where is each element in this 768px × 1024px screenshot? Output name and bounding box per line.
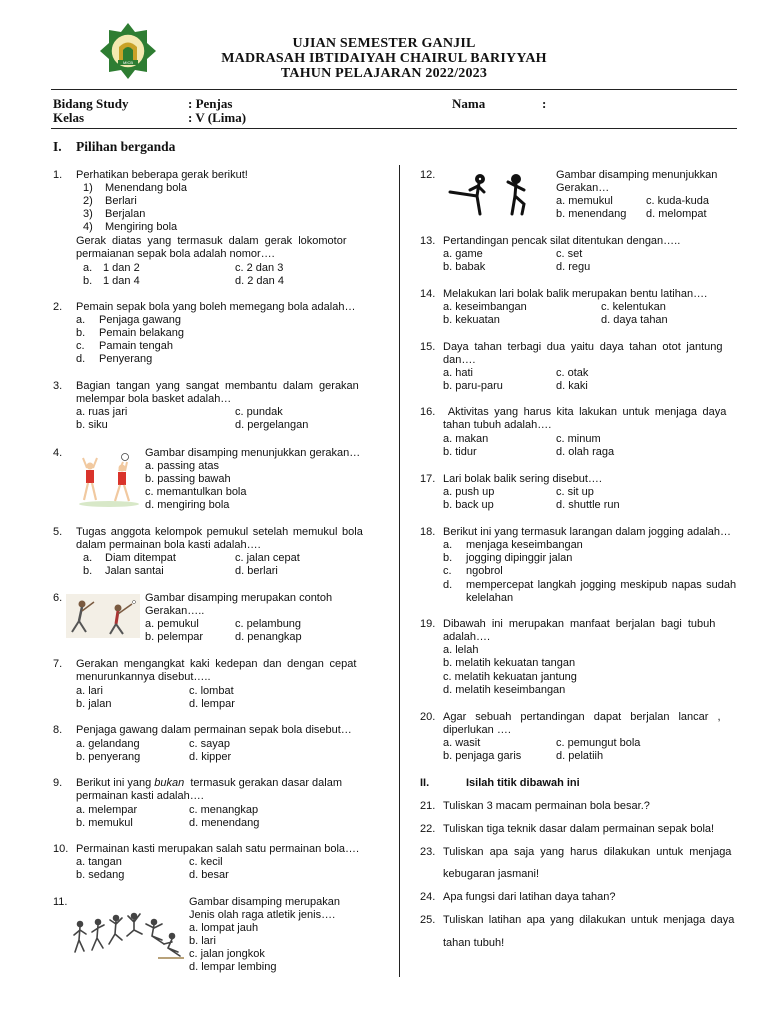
question-number: 6. bbox=[53, 592, 63, 604]
option-a: menjaga keseimbangan bbox=[466, 539, 583, 551]
question-text: Apa fungsi dari latihan daya tahan? bbox=[443, 891, 616, 903]
question-number: 5. bbox=[53, 526, 63, 538]
question-text: Berikut ini yang bukan termasuk gerakan dasar dalam bbox=[76, 777, 342, 789]
question-text: Gambar disamping menunjukkan gerakan… bbox=[145, 447, 361, 459]
question-text: Bagian tangan yang sangat membantu dalam gerakan bbox=[76, 380, 359, 392]
question-text: Gerakan….. bbox=[145, 605, 205, 617]
exam-header bbox=[0, 0, 768, 90]
option-d: d. penangkap bbox=[235, 631, 302, 643]
option-b: b. sedang bbox=[76, 869, 125, 881]
option-a: a. lari bbox=[76, 685, 103, 697]
option-c: c. sayap bbox=[189, 738, 230, 750]
list-item-number: 4) bbox=[83, 221, 93, 233]
academic-year: TAHUN PELAJARAN 2022/2023 bbox=[280, 66, 488, 81]
option-a: a. keseimbangan bbox=[443, 301, 527, 313]
question-text: Daya tahan terbagi dua yaitu daya tahan otot jantung bbox=[443, 341, 723, 353]
option-a: a. game bbox=[443, 248, 483, 260]
list-item-number: 1) bbox=[83, 182, 93, 194]
option-a: a. hati bbox=[443, 367, 473, 379]
question-text: Tuliskan tiga teknik dasar dalam permainan sepak bola! bbox=[443, 823, 715, 835]
question-number: 19. bbox=[420, 618, 436, 630]
option-letter: a. bbox=[76, 314, 86, 326]
option-letter: b. bbox=[83, 565, 93, 577]
option-a: a. wasit bbox=[443, 737, 481, 749]
question-text: Pemain sepak bola yang boleh memegang bola adalah… bbox=[76, 301, 356, 313]
class-label: Kelas bbox=[53, 110, 85, 125]
option-d: d. 2 dan 4 bbox=[235, 275, 284, 287]
option-b: b. back up bbox=[443, 499, 494, 511]
option-a: Diam ditempat bbox=[105, 552, 176, 564]
option-c: c. kuda-kuda bbox=[646, 195, 709, 207]
option-d-continued: kelelahan bbox=[466, 592, 514, 604]
question-text: Gerak diatas yang termasuk dalam gerak lokomotor bbox=[76, 235, 347, 247]
list-item-number: 2) bbox=[83, 195, 93, 207]
question-number: 13. bbox=[420, 235, 436, 247]
question-number: 12. bbox=[420, 169, 436, 181]
option-letter: d. bbox=[443, 579, 453, 591]
option-letter: b. bbox=[83, 275, 93, 287]
volleyball-players-illustration bbox=[78, 452, 140, 508]
question-text: Agar sebuah pertandingan dapat berjalan lancar , bbox=[443, 711, 721, 723]
subject-label: Bidang Study bbox=[53, 96, 129, 111]
option-b: b. menendang bbox=[556, 208, 627, 220]
option-c: c. sit up bbox=[556, 486, 594, 498]
option-d: d. pelatiih bbox=[556, 750, 604, 762]
option-letter: d. bbox=[76, 353, 86, 365]
option-b: b. siku bbox=[76, 419, 108, 431]
option-b: b. penjaga garis bbox=[443, 750, 522, 762]
option-c: c. pelambung bbox=[235, 618, 302, 630]
option-c: c. jalan cepat bbox=[235, 552, 300, 564]
question-number: 23. bbox=[420, 846, 436, 858]
question-number: 4. bbox=[53, 447, 63, 459]
option-d: d. menendang bbox=[189, 817, 260, 829]
option-a: a. passing atas bbox=[145, 460, 219, 472]
question-number: 2. bbox=[53, 301, 63, 313]
option-d: d. olah raga bbox=[556, 446, 615, 458]
question-text: Tuliskan 3 macam permainan bola besar.? bbox=[443, 800, 650, 812]
school-name: MADRASAH IBTIDAIYAH CHAIRUL BARIYYAH bbox=[221, 51, 547, 66]
question-number: 11. bbox=[53, 896, 68, 908]
question-number: 3. bbox=[53, 380, 63, 392]
question-number: 21. bbox=[420, 800, 436, 812]
option-c: c. melatih kekuatan jantung bbox=[443, 671, 577, 683]
option-a: Penjaga gawang bbox=[99, 314, 181, 326]
question-number: 7. bbox=[53, 658, 63, 670]
option-c: c. otak bbox=[556, 367, 589, 379]
option-c: ngobrol bbox=[466, 565, 503, 577]
question-number: 24. bbox=[420, 891, 436, 903]
question-text-continued: kebugaran jasmani! bbox=[443, 868, 540, 880]
option-d: d. besar bbox=[189, 869, 229, 881]
list-item: Menendang bola bbox=[105, 182, 187, 194]
question-number: 10. bbox=[53, 843, 69, 855]
option-d: d. kaki bbox=[556, 380, 588, 392]
option-a: a. memukul bbox=[556, 195, 613, 207]
question-text: Gambar disamping menunjukkan bbox=[556, 169, 718, 181]
long-jump-sequence-illustration bbox=[72, 910, 184, 960]
option-c: c. minum bbox=[556, 433, 601, 445]
question-text: menurunkannya disebut….. bbox=[76, 671, 211, 683]
meta-rule bbox=[51, 128, 737, 129]
baseball-batter-illustration bbox=[66, 594, 140, 638]
option-a: a. tangan bbox=[76, 856, 122, 868]
option-c: c. jalan jongkok bbox=[189, 948, 265, 960]
option-b: b. memukul bbox=[76, 817, 133, 829]
option-letter: b. bbox=[76, 327, 86, 339]
question-text: Perhatikan beberapa gerak berikut! bbox=[76, 169, 248, 181]
option-b: b. passing bawah bbox=[145, 473, 231, 485]
question-text: tahan tubuh adalah…. bbox=[443, 419, 552, 431]
question-text: permainan kasti adalah…. bbox=[76, 790, 204, 802]
exam-title: UJIAN SEMESTER GANJIL bbox=[292, 36, 476, 51]
question-text: Melakukan lari bolak balik merupakan bentu latihan…. bbox=[443, 288, 708, 300]
question-text: dalam permainan bola kasti adalah…. bbox=[76, 539, 261, 551]
header-rule bbox=[51, 89, 737, 90]
section-2-title: Isilah titik dibawah ini bbox=[466, 777, 580, 789]
option-c: Pamain tengah bbox=[99, 340, 173, 352]
option-d: d. lempar lembing bbox=[189, 961, 277, 973]
question-number: 25. bbox=[420, 914, 436, 926]
option-a: a. gelandang bbox=[76, 738, 140, 750]
option-b: b. babak bbox=[443, 261, 486, 273]
question-number: 16. bbox=[420, 406, 436, 418]
question-text: Dibawah ini merupakan manfaat berjalan bagi tubuh bbox=[443, 618, 716, 630]
option-letter: a. bbox=[83, 262, 93, 274]
emphasis: bukan bbox=[154, 777, 185, 789]
name-colon: : bbox=[542, 96, 547, 111]
option-letter: a. bbox=[443, 539, 453, 551]
section-1-title: Pilihan berganda bbox=[76, 139, 176, 154]
option-d: d. berlari bbox=[235, 565, 278, 577]
question-number: 8. bbox=[53, 724, 63, 736]
list-item: Mengiring bola bbox=[105, 221, 178, 233]
option-d: d. daya tahan bbox=[601, 314, 668, 326]
option-letter: c. bbox=[443, 565, 452, 577]
question-number: 1. bbox=[53, 169, 63, 181]
option-d: d. kipper bbox=[189, 751, 232, 763]
option-c: c. memantulkan bola bbox=[145, 486, 247, 498]
option-d: d. shuttle run bbox=[556, 499, 620, 511]
question-text: diperlukan …. bbox=[443, 724, 511, 736]
section-1-number: I. bbox=[53, 139, 62, 154]
option-b: b. tidur bbox=[443, 446, 477, 458]
question-text: Berikut ini yang termasuk larangan dalam jogging adalah… bbox=[443, 526, 732, 538]
question-text: Gambar disamping merupakan bbox=[189, 896, 341, 908]
subject-value: : Penjas bbox=[188, 96, 233, 111]
option-c: c. kecil bbox=[189, 856, 223, 868]
option-a: a. push up bbox=[443, 486, 495, 498]
option-d: mempercepat langkah jogging meskipub napas sudah bbox=[466, 579, 737, 591]
question-text: Gerakan… bbox=[556, 182, 610, 194]
svg-text:MICB: MICB bbox=[123, 60, 133, 65]
option-c: c. 2 dan 3 bbox=[235, 262, 284, 274]
question-text: Pertandingan pencak silat ditentukan dengan….. bbox=[443, 235, 681, 247]
question-text: Gambar disamping merupakan contoh bbox=[145, 592, 333, 604]
question-number: 22. bbox=[420, 823, 436, 835]
option-a: a. lompat jauh bbox=[189, 922, 259, 934]
question-number: 14. bbox=[420, 288, 436, 300]
question-text: Penjaga gawang dalam permainan sepak bola disebut… bbox=[76, 724, 352, 736]
option-letter: a. bbox=[83, 552, 93, 564]
list-item: Berjalan bbox=[105, 208, 146, 220]
option-a: a. makan bbox=[443, 433, 489, 445]
list-item-number: 3) bbox=[83, 208, 93, 220]
option-b: jogging dipinggir jalan bbox=[466, 552, 573, 564]
option-b: b. paru-paru bbox=[443, 380, 503, 392]
class-value: : V (Lima) bbox=[188, 110, 247, 125]
question-text: Aktivitas yang harus kita lakukan untuk menjaga daya bbox=[443, 406, 727, 418]
question-text: adalah…. bbox=[443, 631, 491, 643]
option-a: 1 dan 2 bbox=[103, 262, 140, 274]
option-b: b. penyerang bbox=[76, 751, 141, 763]
option-c: c. pundak bbox=[235, 406, 283, 418]
option-b: b. melatih kekuatan tangan bbox=[443, 657, 576, 669]
option-b: b. pelempar bbox=[145, 631, 204, 643]
option-c: c. lombat bbox=[189, 685, 234, 697]
option-b: Pemain belakang bbox=[99, 327, 185, 339]
question-text-continued: tahan tubuh! bbox=[443, 937, 505, 949]
question-number: 15. bbox=[420, 341, 436, 353]
option-d: d. melompat bbox=[646, 208, 707, 220]
option-d: d. melatih keseimbangan bbox=[443, 684, 566, 696]
question-number: 18. bbox=[420, 526, 436, 538]
option-b: b. jalan bbox=[76, 698, 112, 710]
option-a: a. lelah bbox=[443, 644, 479, 656]
option-c: c. pemungut bola bbox=[556, 737, 641, 749]
option-a: a. pemukul bbox=[145, 618, 199, 630]
question-text: Tugas anggota kelompok pemukul setelah memukul bola bbox=[76, 526, 363, 538]
pencak-silat-kick-illustration bbox=[444, 172, 534, 218]
option-letter: c. bbox=[76, 340, 85, 352]
option-b: 1 dan 4 bbox=[103, 275, 140, 287]
section-2-number: II. bbox=[420, 777, 430, 789]
name-label: Nama bbox=[452, 96, 486, 111]
option-b: b. lari bbox=[189, 935, 216, 947]
question-text: Tuliskan apa saja yang harus dilakukan untuk menjaga bbox=[443, 846, 732, 858]
option-b: Jalan santai bbox=[105, 565, 164, 577]
option-c: c. set bbox=[556, 248, 583, 260]
question-text: dan…. bbox=[443, 354, 476, 366]
option-d: Penyerang bbox=[99, 353, 153, 365]
option-letter: b. bbox=[443, 552, 453, 564]
question-text: Lari bolak balik sering disebut…. bbox=[443, 473, 602, 485]
list-item: Berlari bbox=[105, 195, 137, 207]
question-text: permaianan sepak bola adalah nomor…. bbox=[76, 248, 275, 260]
question-number: 20. bbox=[420, 711, 436, 723]
question-text: Permainan kasti merupakan salah satu permainan bola…. bbox=[76, 843, 360, 855]
question-number: 9. bbox=[53, 777, 63, 789]
option-d: d. regu bbox=[556, 261, 591, 273]
option-c: c. kelentukan bbox=[601, 301, 666, 313]
option-a: a. ruas jari bbox=[76, 406, 128, 418]
option-a: a. melempar bbox=[76, 804, 138, 816]
question-text: melempar bola basket adalah… bbox=[76, 393, 232, 405]
question-text: Gerakan mengangkat kaki kedepan dan dengan cepat bbox=[76, 658, 357, 670]
option-d: d. pergelangan bbox=[235, 419, 309, 431]
option-c: c. menangkap bbox=[189, 804, 259, 816]
option-b: b. kekuatan bbox=[443, 314, 500, 326]
question-text: Jenis olah raga atletik jenis…. bbox=[189, 909, 336, 921]
option-d: d. mengiring bola bbox=[145, 499, 230, 511]
question-text: Tuliskan latihan apa yang dilakukan untuk menjaga daya bbox=[443, 914, 735, 926]
column-divider bbox=[399, 165, 400, 977]
option-d: d. lempar bbox=[189, 698, 235, 710]
question-number: 17. bbox=[420, 473, 436, 485]
